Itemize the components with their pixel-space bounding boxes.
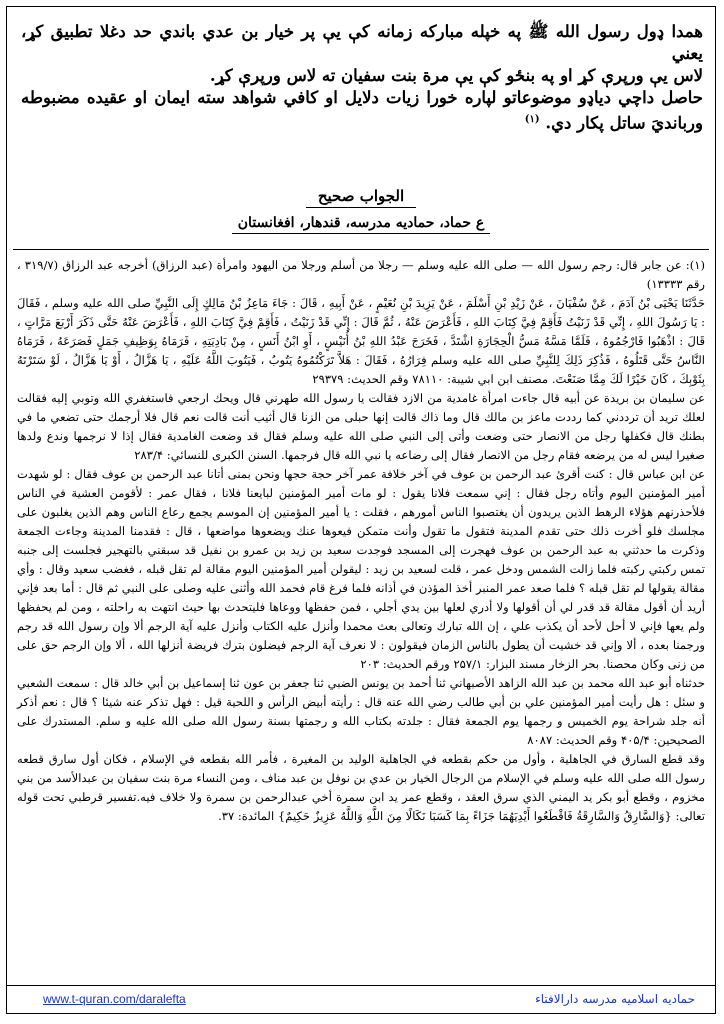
footnote-paragraph: حدثناه أبو عبد الله محمد بن عبد الله الزاهد الأصبهاني ثنا أحمد بن يونس الضبي ثنا جعفر بن عون ثنا إسماعيل بن أبي خالد قال : سمعت الشعبي و سئل : هل رأيت أمير المؤمنين علي بن أبي طالب رضي الله عنه قال : رأيته أبيض الرأس و اللحية قيل : فهل تذكر عنه شيئا ؟ قال : نعم أذكر أنه جلد شراحة يوم الخميس و رجمها يوم الجمعة فقال : جلدته بكتاب الله و رجمتها بسنة رسول الله صلى الله عليه و سلم. المستدرك على الصحيحين: ۴۰۵/۴ وقم الحديث: ۸۰۸۷ xyxy=(17,675,705,747)
footnote-paragraph: (۱): عن جابر قال: رجم رسول الله — صلى الله عليه وسلم — رجلا من أسلم ورجلا من اليهود وامرأة (عبد الرزاق) أخرجه عبد الرزاق (۳۱۹/۷ ، رقم ۱۳۳۳۳) xyxy=(17,257,705,291)
intro-line: همدا ډول رسول الله ﷺ په خپله مبارکه زمانه کې یې پر خیار بن عدي باندي حد دغلا تطبیق کړ، یعني xyxy=(21,22,703,63)
footer-website-link[interactable]: www.t-quran.com/daralefta xyxy=(43,992,186,1006)
intro-line xyxy=(21,87,703,135)
document-page xyxy=(6,6,716,1014)
intro-block xyxy=(21,21,703,135)
footer-organization: حمادیه اسلامیه مدرسه دارالافتاء xyxy=(535,992,695,1006)
answer-signatory: ع حماد، حمادیه مدرسه، قندهار، افغانستان xyxy=(7,215,715,231)
intro-line-text: حاصل داچي دیاډو موضوعاتو لپاره خورا زیات دلایل او کافي شواهد سته ایمان او عقیده مضبوطه وربانديَ ساتل پکار دي. xyxy=(21,88,703,133)
footnote-paragraph: عن ابن عباس قال : كنت أقرئ عبد الرحمن بن عوف في آخر خلافة عمر آخر حجة حجها ونحن بمنى أتانا عبد الرحمن بن عوف فقال : لو شهدت أمير المؤمنين اليوم وأتاه رجل فقال : إني سمعت فلانا يقول : لو مات أمير المؤمنين لبايعنا فلانا ، فقال عمر : لأقومن العشية في الناس فلأحذرنهم هؤلاء الرهط الذين يريدون أن يغتصبوا الناس أمورهم ، فقلت : يا أمير المؤمنين إن الموسم يجمع رعاع الناس وهم الذين يغلبون على مجلسك فلو أخرت ذلك حتى تقدم المدينة فتقول ما تقول وأنت متمكن فيعوها عنك ويضعوها مواضعها ، قال : فقدمنا المدينة وجاءت الجمعة وذكرت ما حدثني به عبد الرحمن بن عوف فهجرت إلى المسجد فوجدت سعيد بن زيد بن عمرو بن نفيل قد سبقني بالتهجير فجلست إلى جنبه تمس ركبتي ركبته فلما زالت الشمس ودخل عمر ، قلت لسعيد بن زيد : ليقولن أمير المؤمنين اليوم مقالة لم تقل قبله ، فغضب سعيد وقال : وأي مقالة يقولها لم تقل قبله ؟ فلما صعد عمر المنبر أخذ المؤذن في أذانه فلما فرغ قام فحمد الله وأثنى عليه وصلى على النبي ثم قال : أما بعد فإني أريد أن أقول مقالة قد قدر لي أن أقولها ولا أدري لعلها بين يدي أجلي ، فمن حفظها ووعاها فليتحدث بها حيث انتهت به راحلته ، ومن لم يحفظها ولم يعها فإني لا أحل لأحد أن يكذب علي ، إن الله تبارك وتعالى بعث محمدا وأنزل عليه الكتاب وأنزل عليه آية الرجم ألا وإن رسول الله قد رجم ورجمنا بعده ، ألا وإني قد خشيت أن يطول بالناس الزمان فيقولون : لا نعرف آية الرجم فيضلون بترك فريضة أنزلها الله ، ألا وإن الرجم حق على من زنى وكان محصنا. بحر الزخار مسند البزار: ۲۵۷/۱ ورقم الحديث: ۲۰۳ xyxy=(17,466,705,671)
footnote-divider xyxy=(13,249,709,250)
footnote-block xyxy=(17,256,705,826)
footnote-reference: (۱) xyxy=(524,114,540,125)
answer-title: الجواب صحیح xyxy=(7,187,715,205)
footnote-paragraph: وقد قطع السارق في الجاهلية ، وأول من حكم بقطعه في الجاهلية الوليد بن المغيرة ، فأمر الله بقطعه في الإسلام ، فكان أول سارق قطعه رسول الله صلى الله عليه وسلم في الإسلام من الرجال الخيار بن عدي بن نوفل بن عبد مناف ، ومن النساء مرة بنت سفيان بن عبدالأسد من بني مخزوم ، وقطع أبو بكر يد اليمني الذي سرق العقد ، وقطع عمر يد ابن سمرة أخي عبدالرحمن بن سمرة ولا خلاف فيه.تفسير قرطبي تحت قوله تعالى: {وَالسَّارِقُ وَالسَّارِقَةُ فَاقْطَعُوا أَيْدِيَهُمَا جَزَاءً بِمَا كَسَبَا نَكَالًا مِنَ اللَّهِ وَاللَّهُ عَزِيزٌ حَكِيمٌ} المائدة: ۳۷. xyxy=(17,751,705,823)
intro-line: لاس یې ورپرې کړ او په بنځو کې یې مرة بنت سفیان ته لاس ورپرې کړ. xyxy=(209,66,703,85)
footnote-paragraph: عن سليمان بن بريدة عن أبيه قال جاءت امرأة غامدية من الازد فقالت يا رسول الله طهرني قال ويحك ارجعي فاستغفري الله وتوبي إليه فقالت لعلك تريد أن ترددني كما رددت ماعز بن مالك قال وما ذاك قالت إنها حبلى من الزنا قال أثيب أنت قالت نعم قال فلا أرجمك حتى تضعي ما في بطنك قال فكفلها رجل من الانصار حتى وضعت وأتى إلى النبي صلى الله عليه وسلم فقال قد وضعت الغامدية فقال إذا لا نرجمها وندع ولدها صغيرا ليس له من يرضعه فقام رجل من الانصار فقال إلى رضاعه يا نبي الله قال فرجمها. السنن الكبرى للنسائي: ۲۸۳/۴ xyxy=(17,390,705,462)
footer xyxy=(7,985,715,1013)
footnote-paragraph: حَدَّثَنَا يَحْيَى بْنُ آدَمَ ، عَنْ سُفْيَانَ ، عَنْ زَيْدِ بْنِ أَسْلَمَ ، عَنْ يَزِيدَ بْنِ نُعَيْمٍ ، عَنْ أَبِيهِ ، قَالَ : جَاءَ مَاعِزُ بْنُ مَالِكٍ إِلَى النَّبِيِّ صلى الله عليه وسلم ، فَقَالَ : يَا رَسُولَ اللهِ ، إِنِّي قَدْ زَنَيْتُ فَأَقِمْ فِيَّ كِتَابَ اللهِ ، فَأَعْرَضَ عَنْهُ ، ثُمَّ قَالَ : إِنِّي قَدْ زَنَيْتُ ، فَأَقِمْ فِيَّ كِتَابَ اللهِ ، فَأَعْرَضَ عَنْهُ حَتَّى ذَكَرَ أَرْبَعَ مَرَّاتٍ ، قَالَ : اذْهَبُوا فَارْجُمُوهُ ، فَلَمَّا مَسَّهُ مَسُّ الْحِجَارَةِ اشْتَدَّ ، فَخَرَجَ عَبْدُ اللهِ بْنُ أُنَيْسٍ ، أَوِ ابْنُ أَنَسٍ ، مِنْ بَادِيَتِهِ ، فَرَمَاهُ بِوَظِيفِ جَمَلٍ فَصَرَعَهُ ، فَرَمَاهُ النَّاسُ حَتَّى قَتَلُوهُ ، فَذُكِرَ ذَلِكَ لِلنَّبِيِّ صلى الله عليه وسلم فِرَارُهُ ، فَقَالَ : هَلاَّ تَرَكْتُمُوهُ يَتُوبُ ، فَيَتُوبَ اللَّهُ عَلَيْهِ ، يَا هَزَّالُ ، أَوْ يَا هَزَّالُ ، لَوْ سَتَرْتَهُ بِثَوْبِكَ ، كَانَ خَيْرًا لَكَ مِمَّا صَنَعْتَ. مصنف ابن ابي شيبة: ۷۸۱۱۰ وقم الحديث: ۲۹۳۷۹ xyxy=(17,295,705,386)
